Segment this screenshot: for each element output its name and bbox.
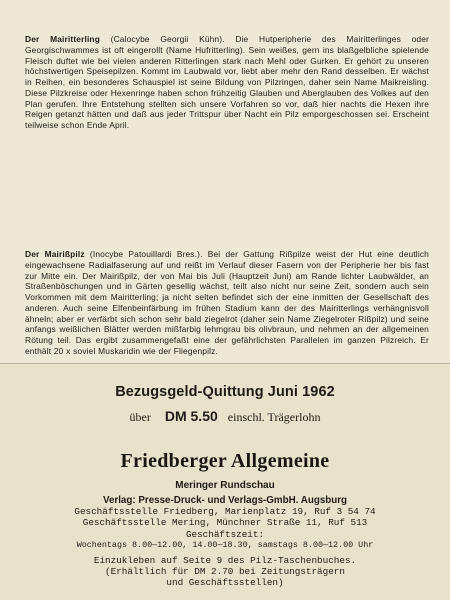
publisher-masthead: Friedberger Allgemeine (120, 450, 330, 472)
amount-suffix: einschl. Trägerlohn (227, 410, 321, 424)
entry-title: Der Mairißpilz (25, 249, 85, 259)
entry-mairitterling (25, 34, 429, 131)
office-hours-heading: Geschäftszeit: (185, 529, 265, 540)
amount-row (0, 408, 450, 425)
entry-mairisspilz (25, 249, 429, 357)
availability-note: (Erhältlich für DM 2.70 bei Zeitungsträgern (105, 566, 345, 577)
office-mering: Geschäftsstelle Mering, Münchner Straße 11, Ruf 513 (82, 517, 368, 528)
sub-paper-name: Meringer Rundschau (175, 480, 275, 491)
amount-prefix: über (129, 410, 151, 424)
entry-latin-name: (Calocybe Georgii Kühn). (110, 34, 225, 44)
office-hours: Wochentags 8.00—12.00, 14.00—18.30, samstags 8.00—12.00 Uhr (76, 540, 374, 550)
entry-text: Bei der Gattung Rißpilze weist der Hut eine deutlich eingewachsene Radialfaserung auf und reißt im Verlauf dieser Fasern von der Peripherie her bis fast zur Mitte ein. Der Mairißpilz, der von Mai bis Juli (Hauptzeit Juni) am Rande lichter Laubwälder, an Straßenböschungen und in Gärten gesellig wächst, teilt also nicht nur seine Zeit, sondern auch sein Vorkommen mit dem Mairitterling; ja nicht selten befindet sich der eine inmitten der Gesellschaft des anderen. Auch seine Elfenbeinfärbung im frühen Stadium kann der des Mairitterlings verhängnisvoll ähneln; aber er verfärbt sich schon sehr bald ziegelrot (daher sein Name Ziegelroter Rißpilz) und seine anfangs weißlichen Blätter werden mißfarbig lehmgrau bis olivbraun, und nehmen an der allgemeinen Rötung teil. Das ergibt zusammengefaßt eine der gefährlichsten Parallelen im ganzen Pilzreich. Er enthält 20 x soviel Muskaridin wie der Fliegenpilz. (25, 249, 429, 356)
receipt-title: Bezugsgeld-Quittung Juni 1962 (115, 384, 335, 400)
availability-note-cont: und Geschäftsstellen) (166, 577, 284, 588)
entry-title: Der Mairitterling (25, 34, 100, 44)
entry-latin-name: (Inocybe Patouillardi Bres.). (89, 249, 203, 259)
publisher-line: Verlag: Presse-Druck- und Verlags-GmbH. Augsburg (102, 495, 348, 506)
subscription-receipt (0, 364, 450, 600)
entry-text: Die Hutperipherie des Mairitterlinges oder Georgischwammes ist oft eingerollt (Name Hufritterling). Sein weißes, gern ins blaßgelbliche spielende Fleisch duftet wie bei vielen anderen Ritterlingen stark nach Mehl oder Gurken. Er gehört zu unseren höchstwertigen Speisepilzen. Kommt im Laubwald vor, liebt aber mehr den Rand desselben. Er wächst in Reihen, ein besonderes Schauspiel ist seine Bildung von Pilzringen, daher sein Name Maikreisling. Diese Pilzkreise oder Hexenringe haben schon frühzeitig Glauben und Aberglauben des Volkes auf den Plan gerufen. Ihre Entstehung stellten sich unsere Vorfahren so vor, daß hier nachts die Hexen ihre Reigen getanzt hätten und daß aus jeder Trittspur über Nacht ein Pilz emporgeschossen sei. Erscheint teilweise schon Ende April. (25, 34, 429, 130)
office-friedberg: Geschäftsstelle Friedberg, Marienplatz 19, Ruf 3 54 74 (74, 506, 376, 517)
paste-note: Einzukleben auf Seite 9 des Pilz-Taschenbuches. (93, 555, 357, 566)
amount-value: DM 5.50 (164, 408, 218, 424)
